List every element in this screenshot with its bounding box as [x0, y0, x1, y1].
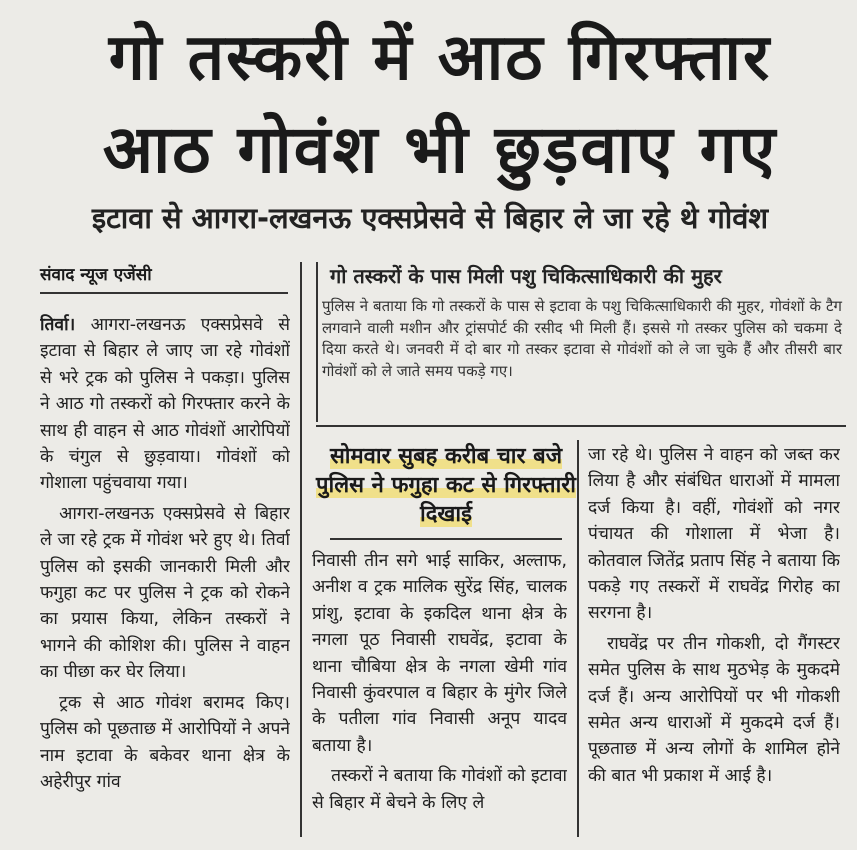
col2-paragraph-1: निवासी तीन सगे भाई साकिर, अल्ताफ, अनीश व ट्रक मालिक सुरेंद्र सिंह, चालक प्रांशु, इटावा के इकदिल थाना क्षेत्र के नगला पूठ निवासी राघवेंद्र, इटावा के थाना चौबिया क्षेत्र के नगला खेमी गांव निवासी कुंवरपाल व बिहार के मुंगेर जिले के पतीला गांव निवासी अनूप यादव बताया है। — [312, 551, 567, 756]
headline-line-2: आठ गोवंश भी छुड़वाए गए — [102, 111, 778, 188]
byline-rule — [40, 292, 288, 294]
col1-paragraph-1-text: आगरा-लखनऊ एक्सप्रेसवे से इटावा से बिहार ले जाए जा रहे गोवंशों से भरे ट्रक को पुलिस ने पकड़ा। पुलिस ने आठ गो तस्करों को गिरफ्तार करने के साथ ही वाहन से आठ गोवंशों आरोपियों के चंगुल से छुड़वाया। गोवंशों को गोशाला पहुंचवाया गया। — [40, 315, 290, 494]
box-heading: गो तस्करों के पास मिली पशु चिकित्साधिकारी की मुहर — [330, 264, 722, 288]
pull-quote-rule — [330, 538, 562, 540]
column-1 — [40, 312, 290, 842]
col2-paragraph-2: तस्करों ने बताया कि गोवंशों को इटावा से बिहार में बेचने के लिए ले — [312, 766, 567, 813]
pull-quote — [316, 442, 576, 529]
column-divider-1 — [300, 262, 302, 837]
col3-paragraph-2: राघवेंद्र पर तीन गोकशी, दो गैंगस्टर समेत पुलिस के साथ मुठभेड़ के मुकदमे दर्ज हैं। अन्य आरोपियों पर भी गोकशी समेत अन्य धाराओं में मुकदमे दर्ज हैं। पूछताछ में अन्य लोगों के शामिल होने की बात भी प्रकाश में आई है। — [588, 633, 840, 786]
col1-paragraph-3: ट्रक से आठ गोवंश बरामद किए। पुलिस को पूछताछ में आरोपियों ने अपने नाम इटावा के बकेवर थाना क्षेत्र के अहेरीपुर गांव — [40, 692, 290, 792]
col3-paragraph-1: जा रहे थे। पुलिस ने वाहन को जब्त कर लिया है और संबंधित धाराओं में मामला दर्ज किया है। वहीं, गोवंशों को नगर पंचायत की गोशाला में भेजा है। कोतवाल जितेंद्र प्रताप सिंह ने बताया कि पकड़े गए तस्करों में राघवेंद्र गिरोह का सरगना है। — [588, 445, 840, 624]
column-divider-2 — [577, 440, 579, 837]
box-body: पुलिस ने बताया कि गो तस्करों के पास से इटावा के पशु चिकित्साधिकारी की मुहर, गोवंशों के टैग लगवाने वाली मशीन और ट्रांसपोर्ट की रसीद भी मिली हैं। इससे गो तस्कर पुलिस को चकमा दे दिया करते थे। जनवरी में दो बार गो तस्कर इटावा से गोवंशों को ले जा चुके हैं और तीसरी बार गोवंशों को ले जाते समय पकड़े गए। — [322, 297, 842, 380]
col1-paragraph-2: आगरा-लखनऊ एक्सप्रेसवे से बिहार ले जा रहे ट्रक में गोवंश भरे हुए थे। तिर्वा पुलिस को इसकी जानकारी मिली और फगुहा कट पर पुलिस ने ट्रक को रोकने का प्रयास किया, लेकिन तस्करों ने भागने की कोशिश की। पुलिस ने वाहन का पीछा कर घेर लिया। — [40, 503, 290, 683]
byline: संवाद न्यूज एजेंसी — [40, 265, 152, 285]
box-bottom-border — [316, 425, 846, 427]
col1-paragraph-1 — [40, 312, 290, 497]
pull-quote-text: सोमवार सुबह करीब चार बजे पुलिस ने फगुहा कट से गिरफ्तारी दिखाई — [316, 444, 576, 527]
headline-line-1: गो तस्करी में आठ गिरफ्तार — [108, 21, 772, 95]
column-3 — [588, 442, 840, 842]
subheadline: इटावा से आगरा-लखनऊ एक्सप्रेसवे से बिहार ले जा रहे थे गोवंश — [91, 201, 769, 235]
dateline: तिर्वा। — [40, 315, 76, 335]
column-2 — [312, 548, 567, 842]
box-left-border — [316, 262, 318, 422]
